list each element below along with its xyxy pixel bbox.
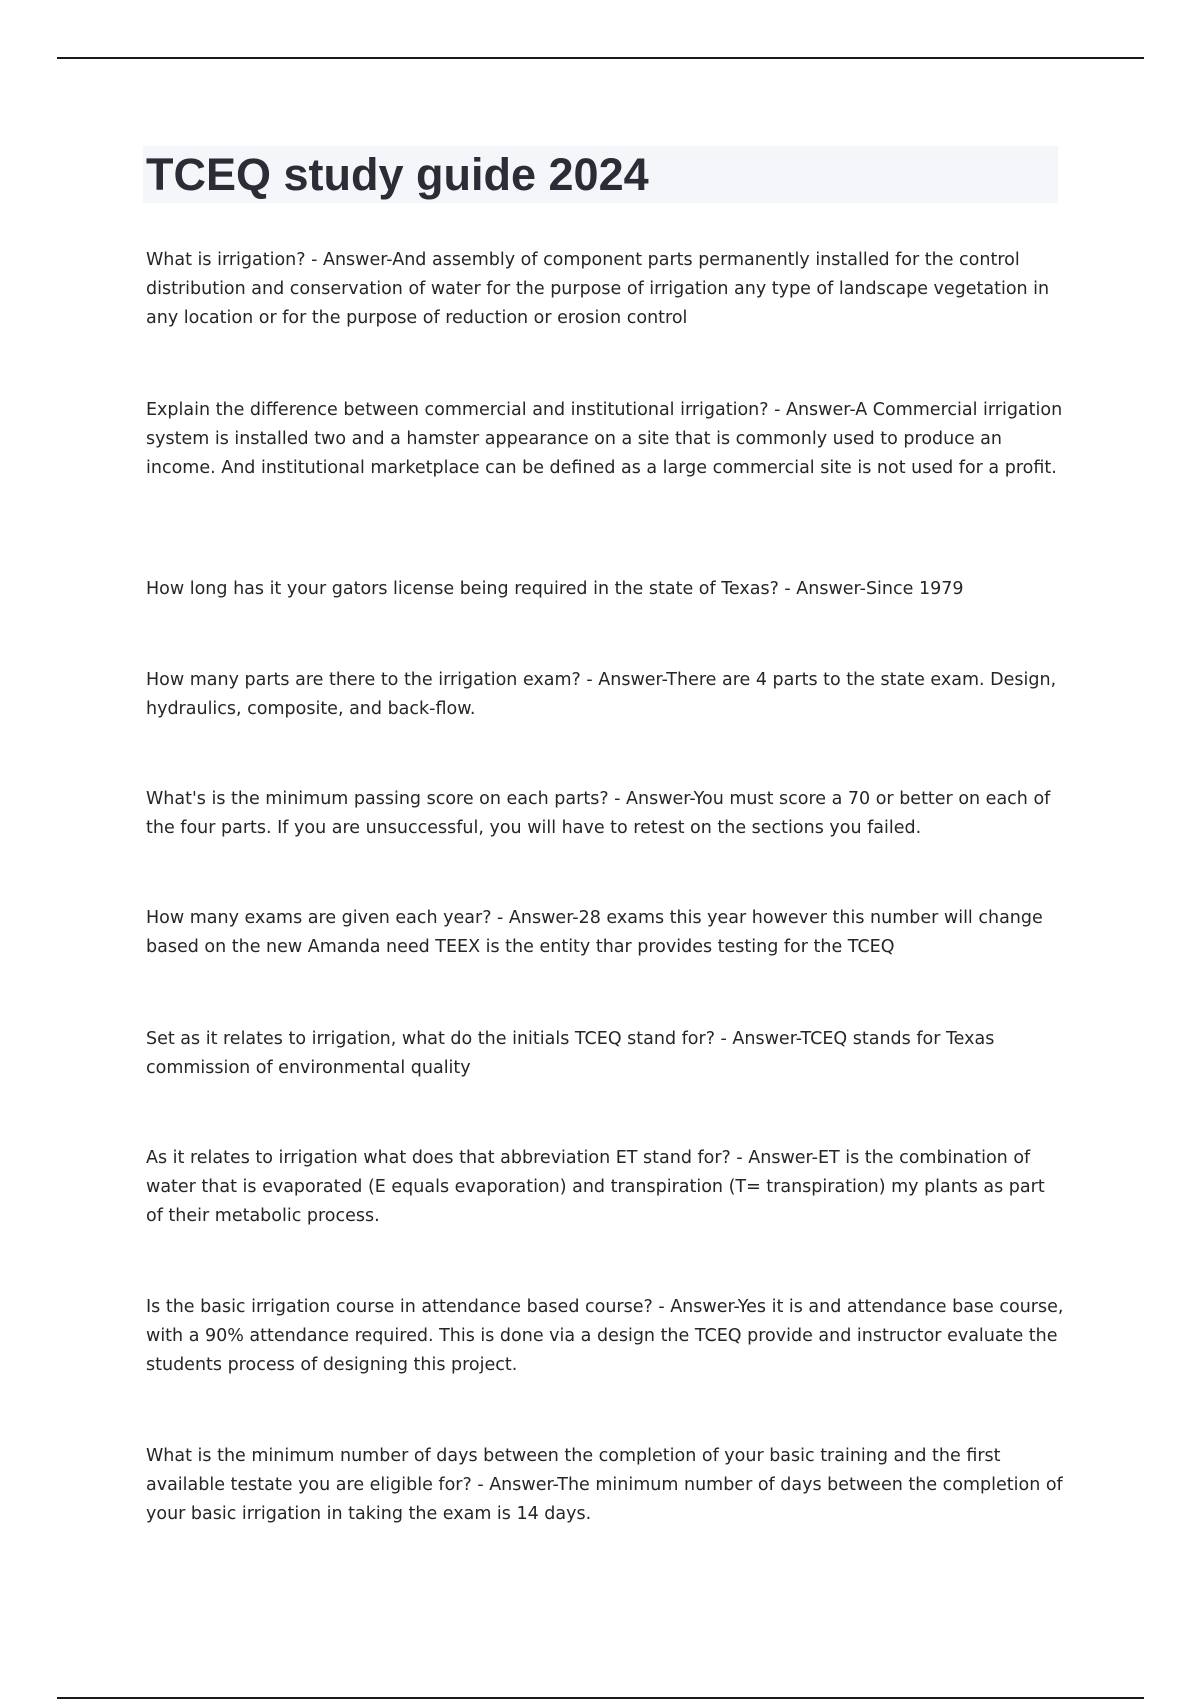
qa-entry-6: How many exams are given each year? - Answer-28 exams this year however this number will change based on the new Amanda need TEEX is the entity thar provides testing for the TCEQ xyxy=(146,908,1043,957)
document-title: TCEQ study guide 2024 xyxy=(146,149,649,200)
qa-entry-10: What is the minimum number of days between the completion of your basic training and the first available testate you are eligible for? - Answer-The minimum number of days between the completion of your basic irrigation in taking the exam is 14 days. xyxy=(146,1446,1063,1524)
qa-entry-1: What is irrigation? - Answer-And assembly of component parts permanently installed for the control distribution and conservation of water for the purpose of irrigation any type of landscape vegetation in any location or for the purpose of reduction or erosion control xyxy=(146,250,1050,328)
qa-entry-3: How long has it your gators license being required in the state of Texas? - Answer-Since 1979 xyxy=(146,579,964,599)
qa-entry-4: How many parts are there to the irrigation exam? - Answer-There are 4 parts to the state exam. Design, hydraulics, composite, and back-flow. xyxy=(146,670,1057,719)
qa-entry-7: Set as it relates to irrigation, what do the initials TCEQ stand for? - Answer-TCEQ stands for Texas commission of environmental quality xyxy=(146,1029,995,1078)
top-divider xyxy=(57,57,1144,59)
qa-entry-2: Explain the difference between commercial and institutional irrigation? - Answer-A Commercial irrigation system is installed two and a hamster appearance on a site that is commonly used to produce an income. And institutional marketplace can be defined as a large commercial site is not used for a profit. xyxy=(146,400,1063,478)
qa-entry-9: Is the basic irrigation course in attendance based course? - Answer-Yes it is and attendance base course, with a 90% attendance required. This is done via a design the TCEQ provide and instructor evaluate the students process of designing this project. xyxy=(146,1297,1064,1375)
bottom-divider xyxy=(57,1697,1144,1699)
qa-entry-8: As it relates to irrigation what does that abbreviation ET stand for? - Answer-ET is the combination of water that is evaporated (E equals evaporation) and transpiration (T= transpiration) my plants as part of their metabolic process. xyxy=(146,1148,1045,1226)
title-block xyxy=(143,146,1058,203)
qa-entry-5: What's is the minimum passing score on each parts? - Answer-You must score a 70 or better on each of the four parts. If you are unsuccessful, you will have to retest on the sections you failed. xyxy=(146,789,1051,838)
